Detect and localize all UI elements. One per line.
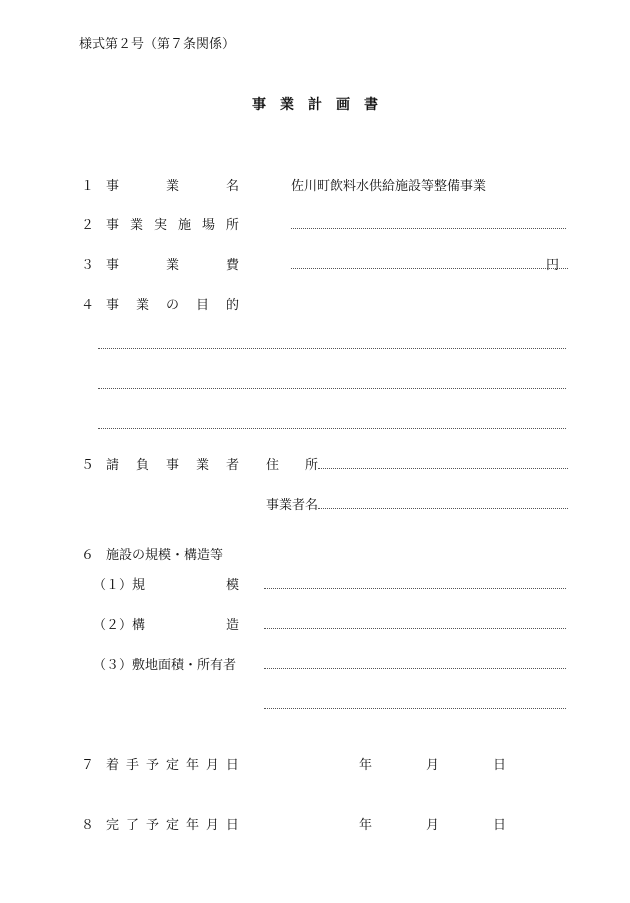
sub2-number: （２） [93, 618, 133, 633]
label-char: 実 [153, 218, 167, 233]
label-char: 負 [135, 458, 149, 473]
item7-number: ７ [81, 758, 95, 773]
label-char: 予 [145, 758, 159, 773]
item7-label [106, 754, 239, 773]
label-char: 目 [195, 298, 209, 313]
sub1-number: （１） [93, 578, 133, 593]
site-area-field[interactable] [264, 668, 566, 669]
completion-month-label: 月 [426, 818, 440, 833]
scale-field[interactable] [264, 588, 566, 589]
label-char: 業 [129, 218, 143, 233]
label-char: 施 [177, 218, 191, 233]
item2-label [106, 214, 239, 233]
label-char: 請 [106, 458, 120, 473]
label-char: 事 [106, 298, 120, 313]
label-char: 事 [106, 179, 120, 194]
item2-number: ２ [81, 218, 95, 233]
address-label [266, 454, 318, 473]
item6-number: ６ [81, 548, 95, 563]
item8-number: ８ [81, 818, 95, 833]
purpose-line-3[interactable] [98, 428, 566, 429]
start-day-label: 日 [493, 758, 507, 773]
item1-number: １ [81, 179, 95, 194]
label-char: 着 [106, 758, 120, 773]
sub3-label: 敷地面積・所有者 [132, 658, 237, 673]
label-char: 所 [225, 218, 239, 233]
label-char: 事 [106, 218, 120, 233]
label-char: 定 [165, 758, 179, 773]
project-cost-field[interactable] [291, 268, 568, 269]
form-number: 様式第２号（第７条関係） [79, 37, 236, 52]
item5-label [106, 454, 239, 473]
label-char: 所 [304, 458, 318, 473]
label-char: 業 [135, 298, 149, 313]
label-char: 規 [132, 578, 146, 593]
item3-label [106, 254, 239, 273]
structure-field[interactable] [264, 628, 566, 629]
label-char: 了 [125, 818, 139, 833]
site-owner-field[interactable] [264, 708, 566, 709]
yen-unit: 円 [546, 258, 560, 273]
label-char: 月 [205, 818, 219, 833]
label-char: 造 [225, 618, 239, 633]
sub1-label [132, 574, 239, 593]
item4-label [106, 294, 239, 313]
label-char: 業 [165, 258, 179, 273]
label-char: 者 [225, 458, 239, 473]
label-char: 場 [201, 218, 215, 233]
label-char: 日 [225, 758, 239, 773]
label-char: 完 [106, 818, 120, 833]
label-char: 費 [225, 258, 239, 273]
label-char: 月 [205, 758, 219, 773]
label-char: の [165, 298, 179, 313]
page-title: 事 業 計 画 書 [252, 97, 378, 113]
item8-label [106, 814, 239, 833]
label-char: 年 [185, 758, 199, 773]
label-char: 業 [165, 179, 179, 194]
purpose-line-2[interactable] [98, 388, 566, 389]
label-char: 事 [165, 458, 179, 473]
site-location-field[interactable] [291, 228, 566, 229]
sub2-label [132, 614, 239, 633]
item1-label [106, 175, 239, 194]
sub3-number: （３） [93, 658, 133, 673]
completion-year-label: 年 [359, 818, 373, 833]
start-month-label: 月 [426, 758, 440, 773]
item5-number: ５ [81, 458, 95, 473]
label-char: 的 [225, 298, 239, 313]
label-char: 住 [266, 458, 280, 473]
contractor-name-label: 事業者名 [266, 498, 319, 513]
completion-day-label: 日 [493, 818, 507, 833]
item4-number: ４ [81, 298, 95, 313]
label-char: 事 [106, 258, 120, 273]
label-char: 手 [125, 758, 139, 773]
label-char: 名 [225, 179, 239, 194]
contractor-name-field[interactable] [318, 508, 568, 509]
project-name-value: 佐川町飲料水供給施設等整備事業 [291, 179, 487, 194]
label-char: 模 [225, 578, 239, 593]
label-char: 定 [165, 818, 179, 833]
label-char: 構 [132, 618, 146, 633]
purpose-line-1[interactable] [98, 348, 566, 349]
label-char: 日 [225, 818, 239, 833]
label-char: 予 [145, 818, 159, 833]
item6-label: 施設の規模・構造等 [106, 548, 224, 563]
label-char: 年 [185, 818, 199, 833]
label-char: 業 [195, 458, 209, 473]
item3-number: ３ [81, 258, 95, 273]
contractor-address-field[interactable] [318, 468, 568, 469]
start-year-label: 年 [359, 758, 373, 773]
